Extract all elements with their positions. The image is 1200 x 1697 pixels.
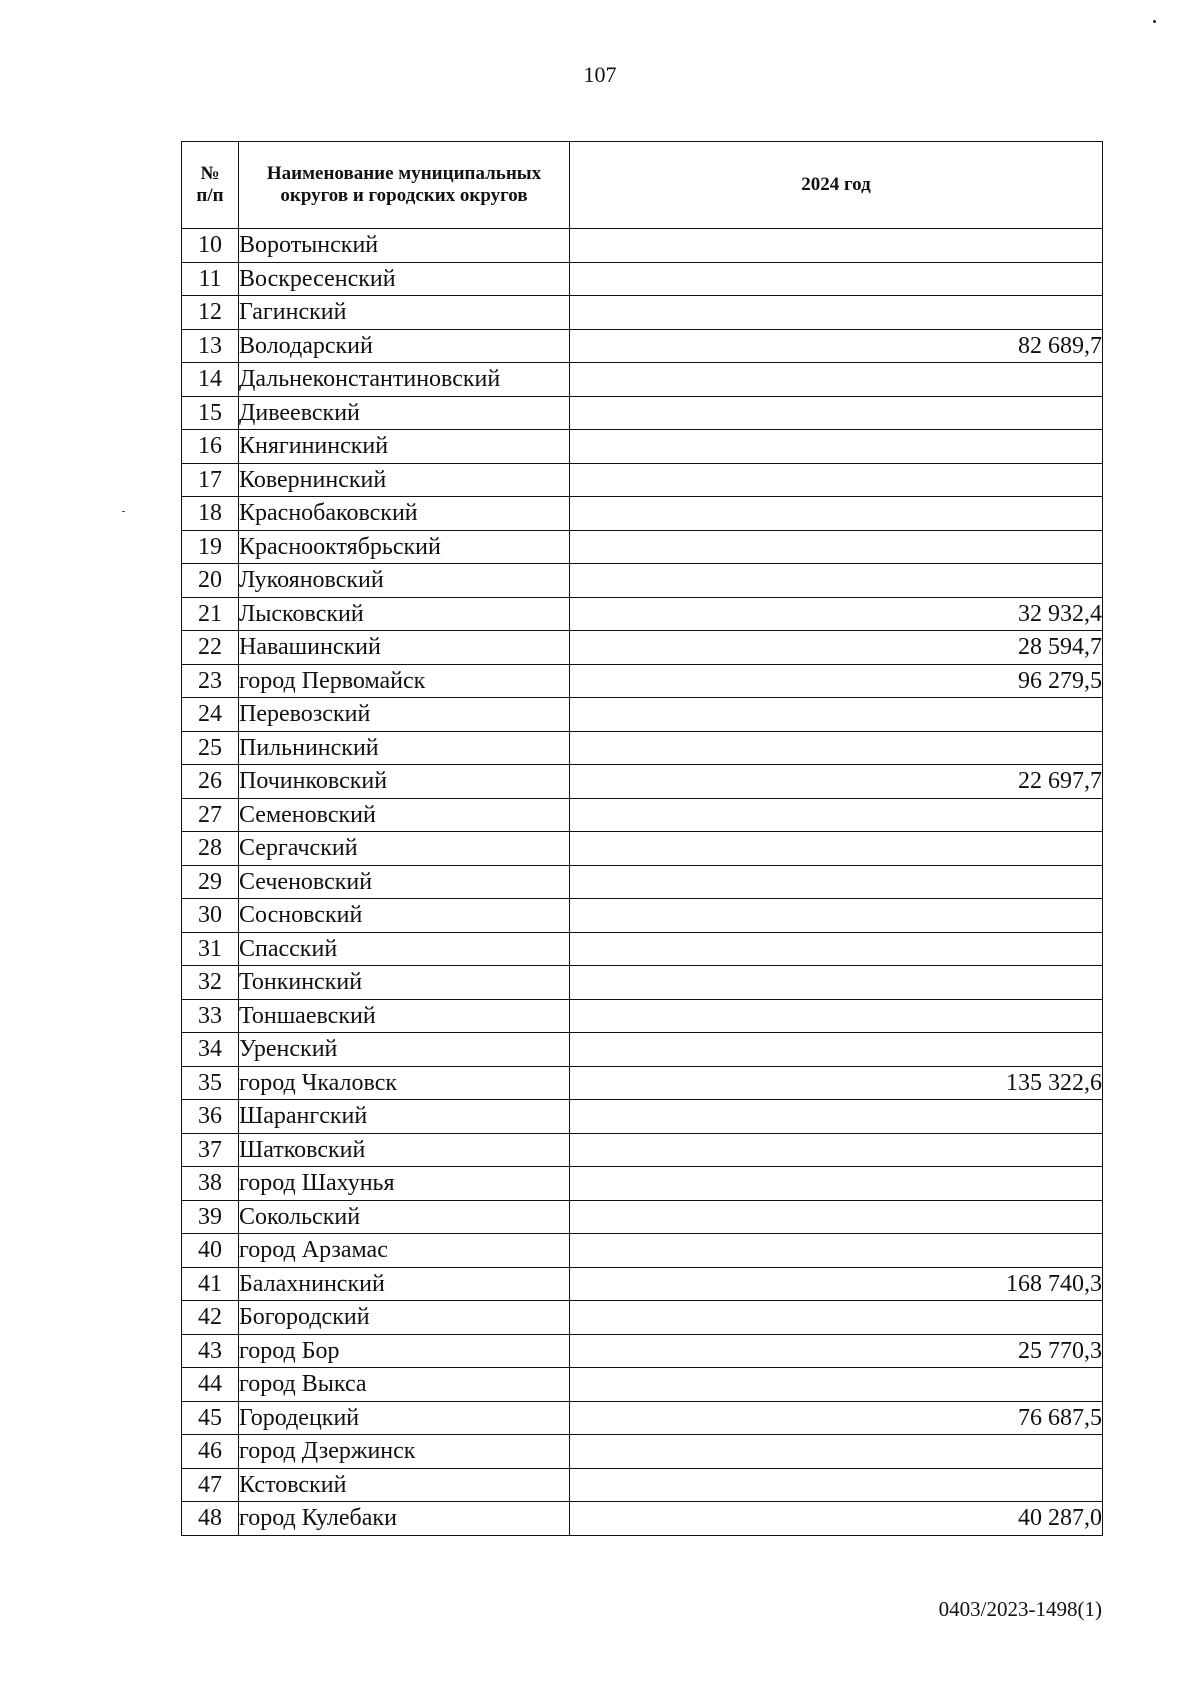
table-row: [182, 899, 1103, 933]
value-2024: [570, 396, 1103, 430]
district-name: Воскресенский: [239, 262, 570, 296]
value-2024: [570, 932, 1103, 966]
district-name: Володарский: [239, 329, 570, 363]
row-number: 34: [182, 1033, 239, 1067]
row-number: 42: [182, 1301, 239, 1335]
value-2024: 168 740,3: [570, 1267, 1103, 1301]
table-row: [182, 999, 1103, 1033]
table-row: [182, 798, 1103, 832]
value-2024: [570, 1100, 1103, 1134]
table-row: [182, 1301, 1103, 1335]
row-number: 22: [182, 631, 239, 665]
value-2024: [570, 832, 1103, 866]
table-row: [182, 1334, 1103, 1368]
page-number: 107: [583, 62, 617, 87]
district-name: город Кулебаки: [239, 1502, 570, 1536]
table-row: [182, 664, 1103, 698]
table-row: [182, 530, 1103, 564]
row-number: 12: [182, 296, 239, 330]
value-2024: [570, 899, 1103, 933]
district-name: Балахнинский: [239, 1267, 570, 1301]
table-row: [182, 765, 1103, 799]
district-name: Богородский: [239, 1301, 570, 1335]
row-number: 37: [182, 1133, 239, 1167]
row-number: 33: [182, 999, 239, 1033]
value-2024: [570, 229, 1103, 263]
district-name: Дивеевский: [239, 396, 570, 430]
district-name: Сеченовский: [239, 865, 570, 899]
table-row: [182, 1100, 1103, 1134]
table-row: [182, 229, 1103, 263]
district-name: город Чкаловск: [239, 1066, 570, 1100]
table-row: [182, 463, 1103, 497]
district-name: Тонкинский: [239, 966, 570, 1000]
value-2024: [570, 1200, 1103, 1234]
row-number: 40: [182, 1234, 239, 1268]
table-row: [182, 1368, 1103, 1402]
row-number: 27: [182, 798, 239, 832]
district-name: город Первомайск: [239, 664, 570, 698]
district-name: город Дзержинск: [239, 1435, 570, 1469]
table-row: [182, 329, 1103, 363]
row-number: 26: [182, 765, 239, 799]
header-name: Наименование муниципальных округов и городских округов: [239, 142, 570, 229]
value-2024: [570, 1167, 1103, 1201]
row-number: 20: [182, 564, 239, 598]
row-number: 31: [182, 932, 239, 966]
table-row: [182, 597, 1103, 631]
row-number: 30: [182, 899, 239, 933]
district-name: Спасский: [239, 932, 570, 966]
row-number: 23: [182, 664, 239, 698]
header-number: № п/п: [182, 142, 239, 229]
district-name: город Выкса: [239, 1368, 570, 1402]
table-row: [182, 1234, 1103, 1268]
table-row: [182, 1167, 1103, 1201]
table-row: [182, 1133, 1103, 1167]
district-name: Краснооктябрьский: [239, 530, 570, 564]
value-2024: 96 279,5: [570, 664, 1103, 698]
district-name: Дальнеконстантиновский: [239, 363, 570, 397]
value-2024: [570, 262, 1103, 296]
row-number: 24: [182, 698, 239, 732]
table-row: [182, 832, 1103, 866]
value-2024: [570, 1301, 1103, 1335]
row-number: 47: [182, 1468, 239, 1502]
value-2024: [570, 1368, 1103, 1402]
value-2024: 28 594,7: [570, 631, 1103, 665]
value-2024: [570, 430, 1103, 464]
district-name: Уренский: [239, 1033, 570, 1067]
table-row: [182, 966, 1103, 1000]
table-row: [182, 1033, 1103, 1067]
row-number: 28: [182, 832, 239, 866]
row-number: 16: [182, 430, 239, 464]
table-row: [182, 631, 1103, 665]
district-name: Шарангский: [239, 1100, 570, 1134]
row-number: 14: [182, 363, 239, 397]
value-2024: [570, 1234, 1103, 1268]
value-2024: [570, 999, 1103, 1033]
table-row: [182, 564, 1103, 598]
row-number: 18: [182, 497, 239, 531]
table-header-row: [182, 142, 1103, 229]
row-number: 13: [182, 329, 239, 363]
value-2024: [570, 1468, 1103, 1502]
table-row: [182, 865, 1103, 899]
row-number: 35: [182, 1066, 239, 1100]
table-row: [182, 1066, 1103, 1100]
value-2024: [570, 698, 1103, 732]
row-number: 32: [182, 966, 239, 1000]
district-name: Кстовский: [239, 1468, 570, 1502]
district-name: Сергачский: [239, 832, 570, 866]
district-name: Шатковский: [239, 1133, 570, 1167]
value-2024: [570, 1033, 1103, 1067]
row-number: 19: [182, 530, 239, 564]
value-2024: 76 687,5: [570, 1401, 1103, 1435]
row-number: 11: [182, 262, 239, 296]
value-2024: 32 932,4: [570, 597, 1103, 631]
row-number: 46: [182, 1435, 239, 1469]
table-row: [182, 1200, 1103, 1234]
district-name: Семеновский: [239, 798, 570, 832]
district-name: Перевозский: [239, 698, 570, 732]
value-2024: 40 287,0: [570, 1502, 1103, 1536]
table-row: [182, 363, 1103, 397]
district-name: Навашинский: [239, 631, 570, 665]
table-row: [182, 1502, 1103, 1536]
district-name: Лукояновский: [239, 564, 570, 598]
table-row: [182, 296, 1103, 330]
row-number: 48: [182, 1502, 239, 1536]
value-2024: [570, 296, 1103, 330]
document-code: 0403/2023-1498(1): [938, 1597, 1102, 1621]
value-2024: [570, 530, 1103, 564]
table-row: [182, 932, 1103, 966]
value-2024: [570, 1435, 1103, 1469]
table-row: [182, 396, 1103, 430]
row-number: 38: [182, 1167, 239, 1201]
district-name: Краснобаковский: [239, 497, 570, 531]
value-2024: [570, 798, 1103, 832]
row-number: 36: [182, 1100, 239, 1134]
row-number: 25: [182, 731, 239, 765]
row-number: 15: [182, 396, 239, 430]
table-row: [182, 497, 1103, 531]
district-name: город Шахунья: [239, 1167, 570, 1201]
district-name: Сокольский: [239, 1200, 570, 1234]
table-row: [182, 262, 1103, 296]
row-number: 45: [182, 1401, 239, 1435]
row-number: 10: [182, 229, 239, 263]
district-name: Починковский: [239, 765, 570, 799]
budget-table: [181, 141, 1103, 1536]
value-2024: [570, 363, 1103, 397]
row-number: 17: [182, 463, 239, 497]
value-2024: [570, 497, 1103, 531]
table-row: [182, 1401, 1103, 1435]
table-row: [182, 1435, 1103, 1469]
row-number: 41: [182, 1267, 239, 1301]
district-name: Лысковский: [239, 597, 570, 631]
scan-speck: [1153, 20, 1156, 23]
district-name: Княгининский: [239, 430, 570, 464]
value-2024: [570, 564, 1103, 598]
table-row: [182, 731, 1103, 765]
value-2024: 82 689,7: [570, 329, 1103, 363]
district-name: город Арзамас: [239, 1234, 570, 1268]
value-2024: [570, 865, 1103, 899]
district-name: Гагинский: [239, 296, 570, 330]
row-number: 43: [182, 1334, 239, 1368]
district-name: Городецкий: [239, 1401, 570, 1435]
district-name: Воротынский: [239, 229, 570, 263]
value-2024: 22 697,7: [570, 765, 1103, 799]
table-row: [182, 698, 1103, 732]
table-row: [182, 1267, 1103, 1301]
district-name: Сосновский: [239, 899, 570, 933]
row-number: 39: [182, 1200, 239, 1234]
district-name: Пильнинский: [239, 731, 570, 765]
scan-speck: [122, 511, 125, 512]
row-number: 21: [182, 597, 239, 631]
value-2024: [570, 966, 1103, 1000]
table-row: [182, 430, 1103, 464]
header-year: 2024 год: [570, 142, 1103, 229]
value-2024: 25 770,3: [570, 1334, 1103, 1368]
row-number: 44: [182, 1368, 239, 1402]
row-number: 29: [182, 865, 239, 899]
value-2024: [570, 1133, 1103, 1167]
district-name: Тоншаевский: [239, 999, 570, 1033]
value-2024: 135 322,6: [570, 1066, 1103, 1100]
district-name: город Бор: [239, 1334, 570, 1368]
table-row: [182, 1468, 1103, 1502]
value-2024: [570, 463, 1103, 497]
value-2024: [570, 731, 1103, 765]
district-name: Ковернинский: [239, 463, 570, 497]
